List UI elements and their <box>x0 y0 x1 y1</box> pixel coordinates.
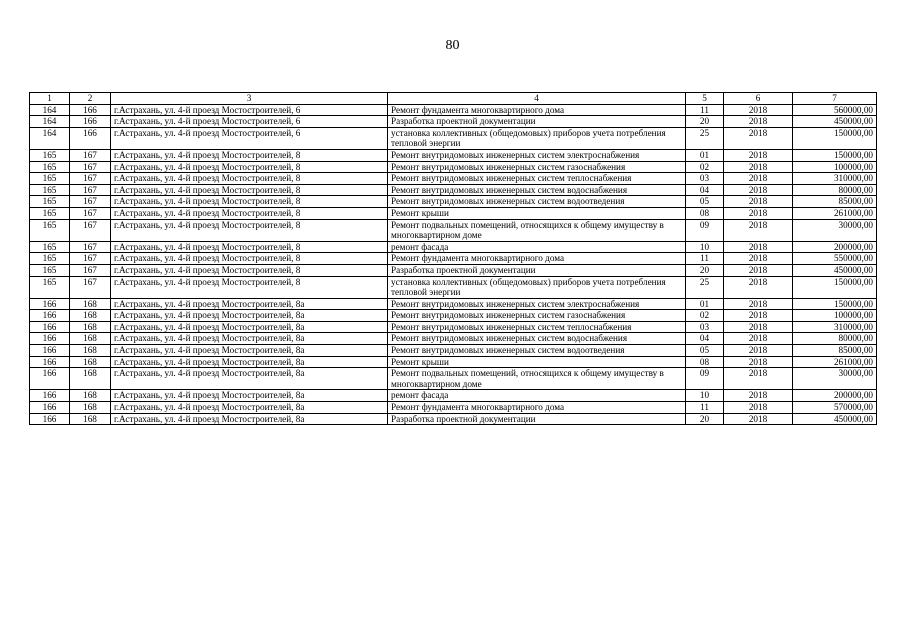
work-code-cell: 11 <box>686 402 724 414</box>
table-row <box>30 173 877 185</box>
year-cell: 2018 <box>724 310 793 322</box>
work-code-cell: 25 <box>686 127 724 149</box>
year-cell: 2018 <box>724 149 793 161</box>
work-code-cell: 03 <box>686 173 724 185</box>
work-code-cell: 25 <box>686 276 724 298</box>
house-number-cell: 168 <box>70 413 111 425</box>
address-cell: г.Астрахань, ул. 4-й проезд Мостостроителей, 8 <box>111 149 388 161</box>
column-header: 1 <box>30 93 70 105</box>
address-cell: г.Астрахань, ул. 4-й проезд Мостостроителей, 8 <box>111 173 388 185</box>
row-number-cell: 165 <box>30 253 70 265</box>
work-code-cell: 09 <box>686 219 724 241</box>
table-row <box>30 264 877 276</box>
capital-repair-table <box>29 92 877 425</box>
work-code-cell: 02 <box>686 161 724 173</box>
address-cell: г.Астрахань, ул. 4-й проезд Мостостроителей, 8а <box>111 310 388 322</box>
year-cell: 2018 <box>724 264 793 276</box>
row-number-cell: 166 <box>30 402 70 414</box>
cost-cell: 150000,00 <box>793 127 877 149</box>
work-type-cell: ремонт фасада <box>388 390 686 402</box>
table-row <box>30 298 877 310</box>
table-body <box>30 104 877 425</box>
address-cell: г.Астрахань, ул. 4-й проезд Мостостроителей, 8а <box>111 368 388 390</box>
work-type-cell: Ремонт фундамента многоквартирного дома <box>388 402 686 414</box>
cost-cell: 30000,00 <box>793 368 877 390</box>
table-row <box>30 368 877 390</box>
cost-cell: 150000,00 <box>793 298 877 310</box>
row-number-cell: 165 <box>30 196 70 208</box>
work-code-cell: 04 <box>686 184 724 196</box>
table-row <box>30 321 877 333</box>
address-cell: г.Астрахань, ул. 4-й проезд Мостостроителей, 8 <box>111 196 388 208</box>
row-number-cell: 165 <box>30 149 70 161</box>
year-cell: 2018 <box>724 368 793 390</box>
house-number-cell: 167 <box>70 184 111 196</box>
cost-cell: 261000,00 <box>793 356 877 368</box>
work-type-cell: ремонт фасада <box>388 241 686 253</box>
work-type-cell: Разработка проектной документации <box>388 264 686 276</box>
column-header: 6 <box>724 93 793 105</box>
address-cell: г.Астрахань, ул. 4-й проезд Мостостроителей, 8 <box>111 219 388 241</box>
year-cell: 2018 <box>724 345 793 357</box>
column-header: 3 <box>111 93 388 105</box>
year-cell: 2018 <box>724 173 793 185</box>
work-code-cell: 08 <box>686 356 724 368</box>
house-number-cell: 168 <box>70 368 111 390</box>
year-cell: 2018 <box>724 116 793 128</box>
row-number-cell: 166 <box>30 413 70 425</box>
work-type-cell: Ремонт внутридомовых инженерных систем водоотведения <box>388 196 686 208</box>
row-number-cell: 166 <box>30 333 70 345</box>
work-code-cell: 08 <box>686 207 724 219</box>
row-number-cell: 166 <box>30 345 70 357</box>
work-code-cell: 11 <box>686 253 724 265</box>
work-code-cell: 05 <box>686 345 724 357</box>
row-number-cell: 165 <box>30 173 70 185</box>
work-type-cell: Ремонт внутридомовых инженерных систем электроснабжения <box>388 298 686 310</box>
house-number-cell: 168 <box>70 310 111 322</box>
row-number-cell: 166 <box>30 298 70 310</box>
work-code-cell: 10 <box>686 390 724 402</box>
year-cell: 2018 <box>724 207 793 219</box>
cost-cell: 150000,00 <box>793 276 877 298</box>
table-row <box>30 161 877 173</box>
work-type-cell: Ремонт крыши <box>388 356 686 368</box>
column-header: 5 <box>686 93 724 105</box>
row-number-cell: 165 <box>30 264 70 276</box>
table-row <box>30 104 877 116</box>
house-number-cell: 167 <box>70 264 111 276</box>
house-number-cell: 167 <box>70 161 111 173</box>
table-row <box>30 333 877 345</box>
address-cell: г.Астрахань, ул. 4-й проезд Мостостроителей, 6 <box>111 116 388 128</box>
work-type-cell: Ремонт внутридомовых инженерных систем водоотведения <box>388 345 686 357</box>
address-cell: г.Астрахань, ул. 4-й проезд Мостостроителей, 8 <box>111 161 388 173</box>
work-code-cell: 01 <box>686 149 724 161</box>
table-row <box>30 310 877 322</box>
cost-cell: 30000,00 <box>793 219 877 241</box>
address-cell: г.Астрахань, ул. 4-й проезд Мостостроителей, 6 <box>111 127 388 149</box>
row-number-cell: 164 <box>30 116 70 128</box>
table-row <box>30 207 877 219</box>
work-type-cell: установка коллективных (общедомовых) приборов учета потребления тепловой энергии <box>388 276 686 298</box>
table-row <box>30 253 877 265</box>
work-code-cell: 20 <box>686 413 724 425</box>
work-code-cell: 11 <box>686 104 724 116</box>
work-code-cell: 04 <box>686 333 724 345</box>
address-cell: г.Астрахань, ул. 4-й проезд Мостостроителей, 8 <box>111 241 388 253</box>
house-number-cell: 168 <box>70 356 111 368</box>
cost-cell: 200000,00 <box>793 241 877 253</box>
cost-cell: 450000,00 <box>793 116 877 128</box>
work-code-cell: 09 <box>686 368 724 390</box>
table-row <box>30 241 877 253</box>
year-cell: 2018 <box>724 104 793 116</box>
address-cell: г.Астрахань, ул. 4-й проезд Мостостроителей, 6 <box>111 104 388 116</box>
house-number-cell: 167 <box>70 196 111 208</box>
address-cell: г.Астрахань, ул. 4-й проезд Мостостроителей, 8а <box>111 390 388 402</box>
work-type-cell: Ремонт внутридомовых инженерных систем газоснабжения <box>388 161 686 173</box>
year-cell: 2018 <box>724 184 793 196</box>
cost-cell: 570000,00 <box>793 402 877 414</box>
work-code-cell: 10 <box>686 241 724 253</box>
cost-cell: 261000,00 <box>793 207 877 219</box>
work-code-cell: 20 <box>686 264 724 276</box>
row-number-cell: 164 <box>30 104 70 116</box>
cost-cell: 80000,00 <box>793 184 877 196</box>
table-row <box>30 149 877 161</box>
address-cell: г.Астрахань, ул. 4-й проезд Мостостроителей, 8а <box>111 333 388 345</box>
house-number-cell: 168 <box>70 298 111 310</box>
page-number: 80 <box>445 38 460 53</box>
year-cell: 2018 <box>724 402 793 414</box>
work-type-cell: Ремонт фундамента многоквартирного дома <box>388 104 686 116</box>
work-code-cell: 03 <box>686 321 724 333</box>
table-row <box>30 184 877 196</box>
work-type-cell: Ремонт внутридомовых инженерных систем теплоснабжения <box>388 321 686 333</box>
cost-cell: 100000,00 <box>793 310 877 322</box>
work-type-cell: Ремонт внутридомовых инженерных систем электроснабжения <box>388 149 686 161</box>
house-number-cell: 168 <box>70 333 111 345</box>
table-row <box>30 127 877 149</box>
year-cell: 2018 <box>724 390 793 402</box>
row-number-cell: 165 <box>30 276 70 298</box>
table-row <box>30 219 877 241</box>
work-code-cell: 05 <box>686 196 724 208</box>
address-cell: г.Астрахань, ул. 4-й проезд Мостостроителей, 8а <box>111 298 388 310</box>
row-number-cell: 166 <box>30 368 70 390</box>
work-type-cell: Ремонт внутридомовых инженерных систем газоснабжения <box>388 310 686 322</box>
work-type-cell: установка коллективных (общедомовых) приборов учета потребления тепловой энергии <box>388 127 686 149</box>
table-row <box>30 116 877 128</box>
work-type-cell: Ремонт крыши <box>388 207 686 219</box>
house-number-cell: 168 <box>70 402 111 414</box>
work-type-cell: Разработка проектной документации <box>388 116 686 128</box>
year-cell: 2018 <box>724 413 793 425</box>
year-cell: 2018 <box>724 196 793 208</box>
table-row <box>30 356 877 368</box>
house-number-cell: 167 <box>70 253 111 265</box>
cost-cell: 85000,00 <box>793 345 877 357</box>
address-cell: г.Астрахань, ул. 4-й проезд Мостостроителей, 8а <box>111 356 388 368</box>
house-number-cell: 167 <box>70 241 111 253</box>
work-code-cell: 02 <box>686 310 724 322</box>
row-number-cell: 165 <box>30 241 70 253</box>
table-row <box>30 390 877 402</box>
address-cell: г.Астрахань, ул. 4-й проезд Мостостроителей, 8 <box>111 253 388 265</box>
year-cell: 2018 <box>724 127 793 149</box>
house-number-cell: 166 <box>70 104 111 116</box>
house-number-cell: 166 <box>70 116 111 128</box>
house-number-cell: 168 <box>70 321 111 333</box>
address-cell: г.Астрахань, ул. 4-й проезд Мостостроителей, 8а <box>111 345 388 357</box>
row-number-cell: 166 <box>30 356 70 368</box>
column-header: 4 <box>388 93 686 105</box>
house-number-cell: 167 <box>70 173 111 185</box>
table-row <box>30 413 877 425</box>
table-row <box>30 345 877 357</box>
row-number-cell: 165 <box>30 161 70 173</box>
house-number-cell: 167 <box>70 207 111 219</box>
work-type-cell: Разработка проектной документации <box>388 413 686 425</box>
work-code-cell: 20 <box>686 116 724 128</box>
address-cell: г.Астрахань, ул. 4-й проезд Мостостроителей, 8а <box>111 321 388 333</box>
year-cell: 2018 <box>724 298 793 310</box>
row-number-cell: 164 <box>30 127 70 149</box>
house-number-cell: 167 <box>70 149 111 161</box>
year-cell: 2018 <box>724 276 793 298</box>
house-number-cell: 167 <box>70 219 111 241</box>
address-cell: г.Астрахань, ул. 4-й проезд Мостостроителей, 8а <box>111 402 388 414</box>
cost-cell: 560000,00 <box>793 104 877 116</box>
house-number-cell: 167 <box>70 276 111 298</box>
table-row <box>30 196 877 208</box>
cost-cell: 310000,00 <box>793 173 877 185</box>
work-type-cell: Ремонт внутридомовых инженерных систем водоснабжения <box>388 333 686 345</box>
address-cell: г.Астрахань, ул. 4-й проезд Мостостроителей, 8 <box>111 276 388 298</box>
cost-cell: 100000,00 <box>793 161 877 173</box>
house-number-cell: 166 <box>70 127 111 149</box>
year-cell: 2018 <box>724 333 793 345</box>
work-type-cell: Ремонт подвальных помещений, относящихся к общему имуществу в многоквартирном доме <box>388 368 686 390</box>
cost-cell: 150000,00 <box>793 149 877 161</box>
row-number-cell: 166 <box>30 390 70 402</box>
year-cell: 2018 <box>724 161 793 173</box>
year-cell: 2018 <box>724 253 793 265</box>
work-type-cell: Ремонт подвальных помещений, относящихся к общему имуществу в многоквартирном доме <box>388 219 686 241</box>
cost-cell: 200000,00 <box>793 390 877 402</box>
work-type-cell: Ремонт внутридомовых инженерных систем теплоснабжения <box>388 173 686 185</box>
row-number-cell: 165 <box>30 184 70 196</box>
header-row <box>30 93 877 105</box>
address-cell: г.Астрахань, ул. 4-й проезд Мостостроителей, 8 <box>111 184 388 196</box>
year-cell: 2018 <box>724 219 793 241</box>
work-type-cell: Ремонт фундамента многоквартирного дома <box>388 253 686 265</box>
column-header: 2 <box>70 93 111 105</box>
cost-cell: 550000,00 <box>793 253 877 265</box>
cost-cell: 310000,00 <box>793 321 877 333</box>
address-cell: г.Астрахань, ул. 4-й проезд Мостостроителей, 8 <box>111 207 388 219</box>
cost-cell: 85000,00 <box>793 196 877 208</box>
row-number-cell: 165 <box>30 219 70 241</box>
table-row <box>30 276 877 298</box>
row-number-cell: 166 <box>30 321 70 333</box>
house-number-cell: 168 <box>70 345 111 357</box>
work-type-cell: Ремонт внутридомовых инженерных систем водоснабжения <box>388 184 686 196</box>
table-row <box>30 402 877 414</box>
cost-cell: 450000,00 <box>793 413 877 425</box>
work-code-cell: 01 <box>686 298 724 310</box>
row-number-cell: 165 <box>30 207 70 219</box>
address-cell: г.Астрахань, ул. 4-й проезд Мостостроителей, 8 <box>111 264 388 276</box>
row-number-cell: 166 <box>30 310 70 322</box>
cost-cell: 80000,00 <box>793 333 877 345</box>
column-header: 7 <box>793 93 877 105</box>
year-cell: 2018 <box>724 356 793 368</box>
address-cell: г.Астрахань, ул. 4-й проезд Мостостроителей, 8а <box>111 413 388 425</box>
cost-cell: 450000,00 <box>793 264 877 276</box>
year-cell: 2018 <box>724 321 793 333</box>
house-number-cell: 168 <box>70 390 111 402</box>
year-cell: 2018 <box>724 241 793 253</box>
